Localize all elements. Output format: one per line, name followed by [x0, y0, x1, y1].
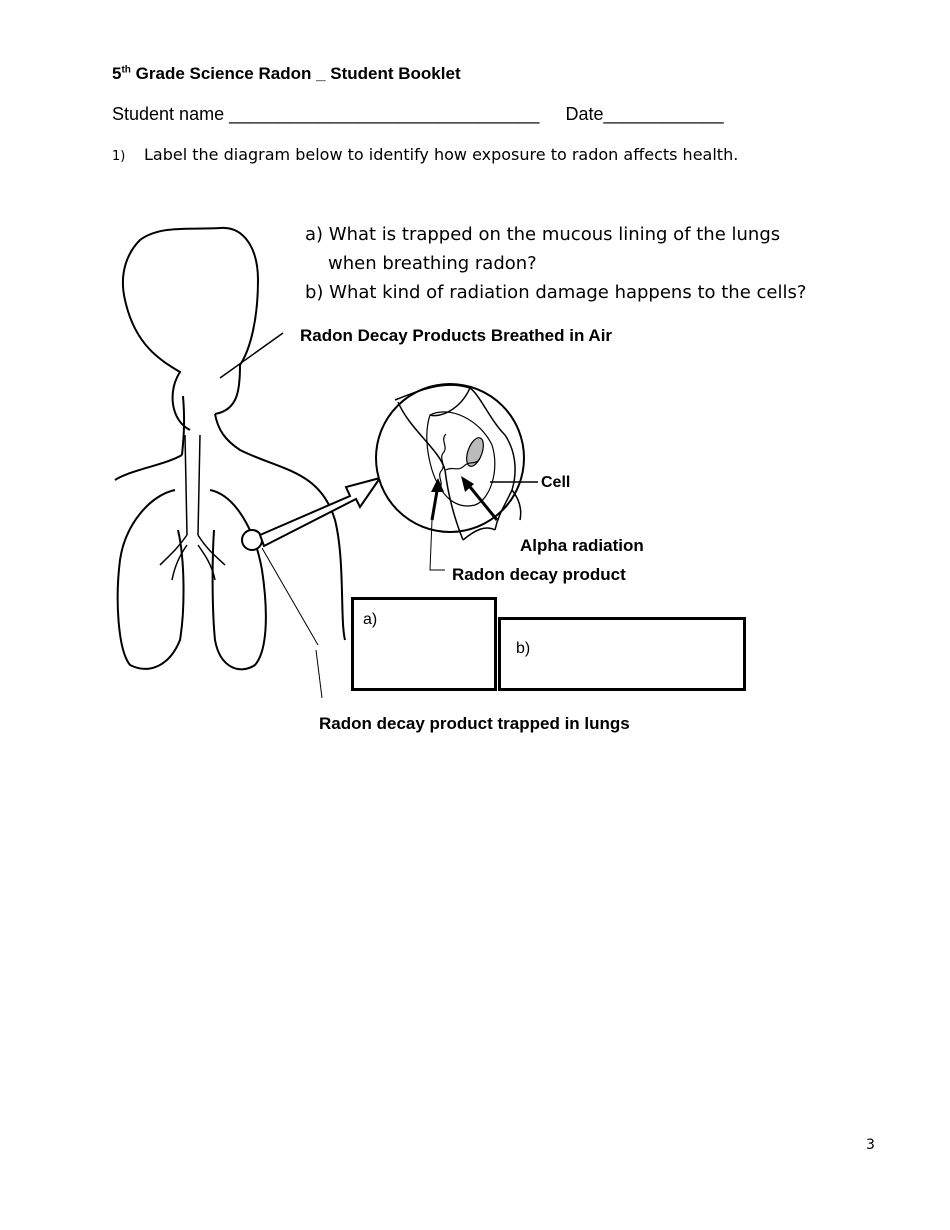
label-trapped-in-lungs: Radon decay product trapped in lungs — [319, 714, 630, 733]
title-number: 5 — [112, 64, 122, 83]
question-number: 1) — [112, 149, 126, 164]
trachea-right — [198, 435, 200, 535]
shoulder-left — [115, 455, 182, 480]
date-field[interactable]: Date____________ — [565, 104, 724, 124]
head-outline — [123, 228, 258, 430]
label-decay-product: Radon decay product — [452, 565, 626, 584]
trachea-left — [185, 435, 187, 535]
answer-box-a-label[interactable]: a) — [363, 611, 378, 628]
title-text: Grade Science Radon _ Student Booklet — [130, 64, 461, 83]
bronchus-right — [198, 535, 225, 580]
answer-box-b — [500, 619, 745, 690]
answer-box-b-label[interactable]: b) — [516, 640, 531, 657]
prompt-a-line1: a) What is trapped on the mucous lining of the lungs — [305, 224, 781, 245]
left-lung — [118, 490, 184, 669]
prompt-b: b) What kind of radiation damage happens to the cells? — [305, 282, 807, 303]
leader-line-trapped — [262, 548, 318, 645]
page-number: 3 — [866, 1137, 875, 1153]
label-breathed-in-air: Radon Decay Products Breathed in Air — [300, 326, 613, 345]
label-alpha-radiation: Alpha radiation — [520, 536, 644, 555]
question-text: Label the diagram below to identify how exposure to radon affects health. — [144, 145, 739, 164]
leader-line-trapped-2 — [316, 650, 322, 698]
zoom-arrow — [260, 478, 380, 546]
lung-spot — [242, 530, 262, 550]
label-cell: Cell — [541, 474, 571, 491]
prompt-a-line2: when breathing radon? — [328, 253, 537, 274]
right-lung — [210, 490, 266, 669]
title-superscript: th — [121, 64, 131, 76]
student-name-field[interactable]: Student name _______________________________ — [112, 104, 540, 124]
